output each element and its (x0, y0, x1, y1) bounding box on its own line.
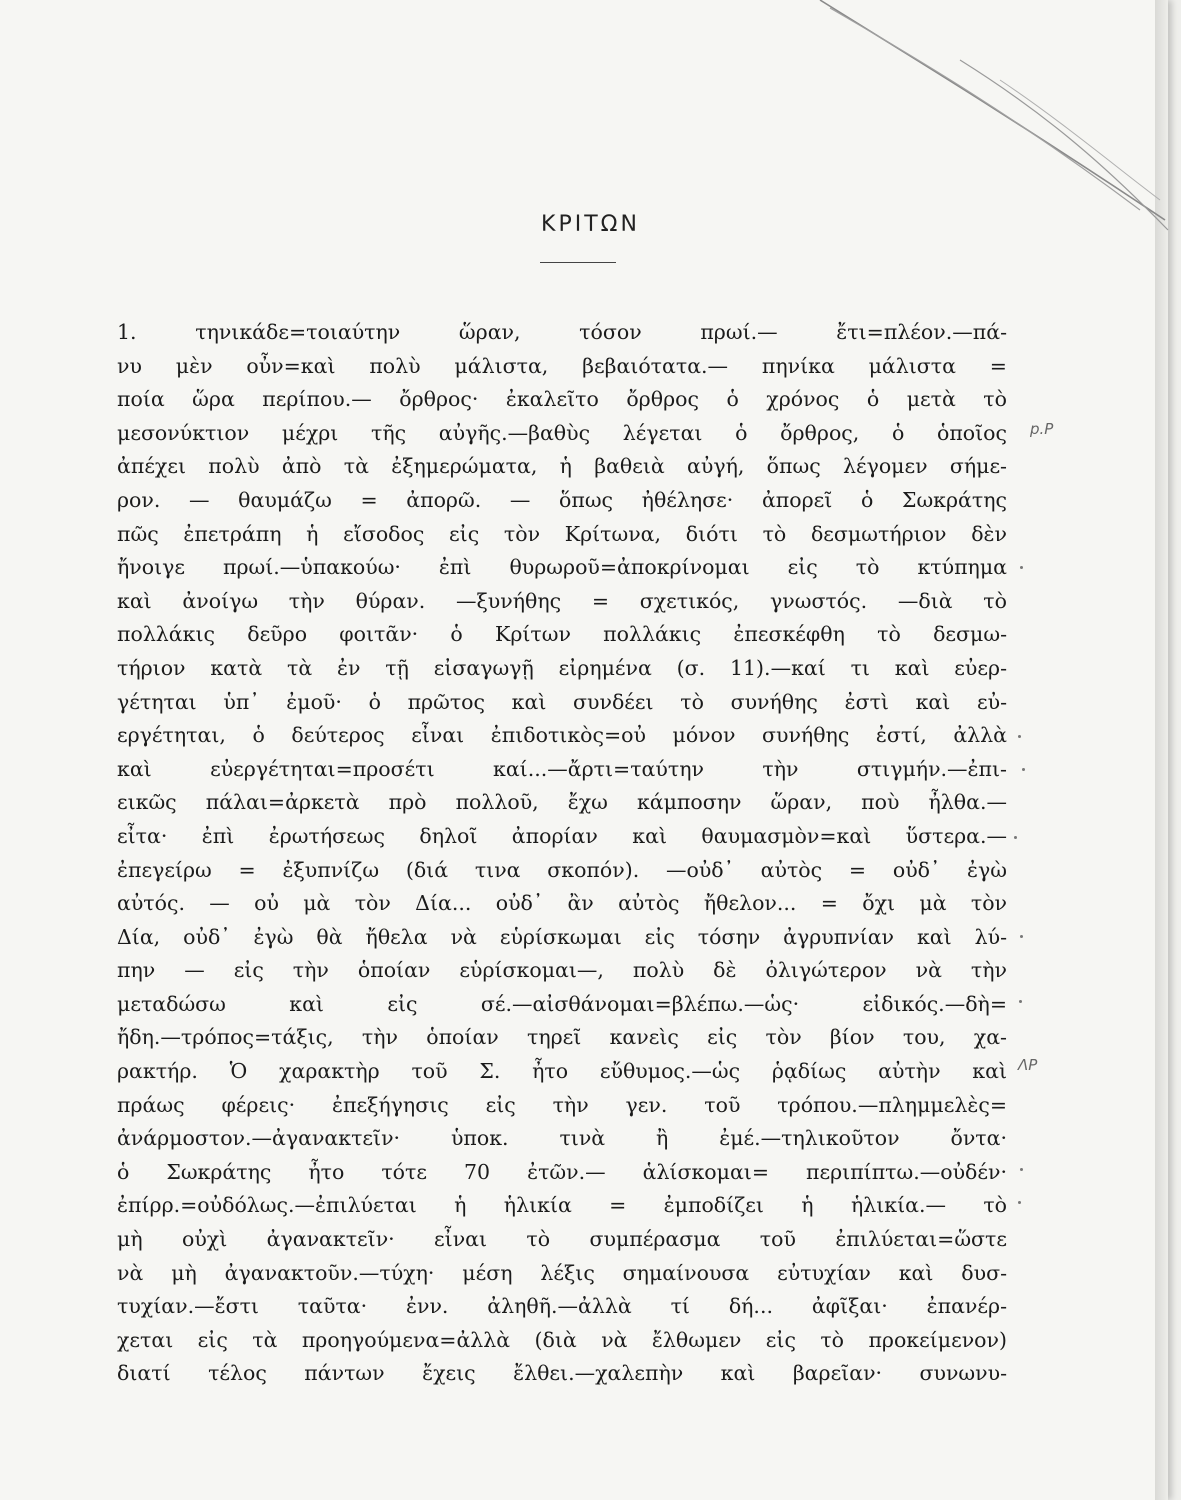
text-line: νὰ μὴ ἀγανακτοῦν.—τύχη· μέση λέξις σημαίνουσα εὐτυχίαν καὶ δυσ- (117, 1260, 1007, 1285)
text-line: ἤνοιγε πρωί.—ὑπακούω· ἐπὶ θυρωροῦ=ἀποκρίνομαι εἰς τὸ κτύπημα (117, 555, 1007, 580)
margin-dot (1022, 768, 1025, 771)
text-line: γέτηται ὑπ᾽ ἐμοῦ· ὁ πρῶτος καὶ συνδέει τὸ συνήθης ἐστὶ καὶ εὐ- (117, 689, 1007, 714)
text-line: τήριον κατὰ τὰ ἐν τῇ εἰσαγωγῇ εἰρημένα (σ. 11).—καί τι καὶ εὐερ- (117, 655, 1007, 680)
text-line: ἀπέχει πολὺ ἀπὸ τὰ ἐξημερώματα, ἡ βαθειὰ αὐγή, ὅπως λέγομεν σήμε- (117, 454, 1007, 479)
page-title: ΚΡΙΤΩΝ (541, 212, 640, 237)
margin-dot (1018, 735, 1021, 738)
margin-dot (1020, 1168, 1023, 1171)
text-line: αὐτός. — οὐ μὰ τὸν Δία... οὐδ᾽ ἂν αὐτὸς ἤθελον... = ὄχι μὰ τὸν (117, 891, 1007, 916)
text-line: πῶς ἐπετράπη ἡ εἴσοδος εἰς τὸν Κρίτωνα, διότι τὸ δεσμωτήριον δὲν (117, 521, 1007, 546)
text-line: ρον. — θαυμάζω = ἀπορῶ. — ὅπως ἠθέλησε· ἀπορεῖ ὁ Σωκράτης (117, 487, 1007, 512)
text-line: χεται εἰς τὰ προηγούμενα=ἀλλὰ (διὰ νὰ ἔλθωμεν εἰς τὸ προκείμενον) (117, 1327, 1007, 1352)
margin-dot (1014, 836, 1017, 839)
text-line: διατί τέλος πάντων ἔχεις ἔλθει.—χαλεπὴν καὶ βαρεῖαν· συνωνυ- (117, 1361, 1007, 1386)
text-line: Δία, οὐδ᾽ ἐγὼ θὰ ἤθελα νὰ εὑρίσκωμαι εἰς τόσην ἀγρυπνίαν καὶ λύ- (117, 924, 1007, 949)
text-line: ἐπίρρ.=οὐδόλως.—ἐπιλύεται ἡ ἡλικία = ἐμποδίζει ἡ ἡλικία.— τὸ (117, 1193, 1007, 1218)
commentary-text (117, 316, 1007, 1391)
text-line: ἤδη.—τρόπος=τάξις, τὴν ὁποίαν τηρεῖ κανεὶς εἰς τὸν βίον του, χα- (117, 1025, 1007, 1050)
text-line: ποία ὥρα περίπου.— ὄρθρος· ἐκαλεῖτο ὄρθρος ὁ χρόνος ὁ μετὰ τὸ (117, 387, 1007, 412)
text-line: τυχίαν.—ἔστι ταῦτα· ἐνν. ἀληθῆ.—ἀλλὰ τί δή... ἀφῖξαι· ἐπανέρ- (117, 1294, 1007, 1319)
text-line: εικῶς πάλαι=ἀρκετὰ πρὸ πολλοῦ, ἔχω κάμποσην ὥραν, ποὺ ἦλθα.— (117, 790, 1007, 815)
margin-dot (1018, 1201, 1021, 1204)
text-line: ὁ Σωκράτης ἦτο τότε 70 ἐτῶν.— ἁλίσκομαι= περιπίπτω.—οὐδέν· (117, 1159, 1007, 1184)
pencil-scratch-icon (0, 0, 1181, 300)
margin-note: p.P (1030, 420, 1054, 438)
text-line: ἀνάρμοστον.—ἀγανακτεῖν· ὑποκ. τινὰ ἢ ἐμέ.—τηλικοῦτον ὄντα· (117, 1126, 1007, 1151)
text-line: πολλάκις δεῦρο φοιτᾶν· ὁ Κρίτων πολλάκις ἐπεσκέφθη τὸ δεσμω- (117, 622, 1007, 647)
margin-dot (1019, 1000, 1022, 1003)
text-line: εἶτα· ἐπὶ ἐρωτήσεως δηλοῖ ἀπορίαν καὶ θαυμασμὸν=καὶ ὕστερα.— (117, 823, 1007, 848)
text-line: καὶ ἀνοίγω τὴν θύραν. —ξυνήθης = σχετικός, γνωστός. —διὰ τὸ (117, 588, 1007, 613)
text-line: μεταδώσω καὶ εἰς σέ.—αἰσθάνομαι=βλέπω.—ὡς· εἰδικός.—δὴ= (117, 991, 1007, 1016)
text-line: ἐπεγείρω = ἐξυπνίζω (διά τινα σκοπόν). —οὐδ᾽ αὐτὸς = οὐδ᾽ ἐγὼ (117, 857, 1007, 882)
text-line: ρακτήρ. Ὁ χαρακτὴρ τοῦ Σ. ἦτο εὔθυμος.—ὡς ῥᾳδίως αὐτὴν καὶ (117, 1059, 1007, 1084)
title-underline (540, 262, 616, 263)
margin-dot (1020, 566, 1023, 569)
text-line: 1. τηνικάδε=τοιαύτην ὥραν, τόσον πρωί.— ἔτι=πλέον.—πά- (117, 320, 1007, 344)
text-line: νυ μὲν οὖν=καὶ πολὺ μάλιστα, βεβαιότατα.— πηνίκα μάλιστα = (117, 353, 1007, 378)
text-line: μεσονύκτιον μέχρι τῆς αὐγῆς.—βαθὺς λέγεται ὁ ὄρθρος, ὁ ὁποῖος (117, 420, 1007, 445)
text-line: εργέτηται, ὁ δεύτερος εἶναι ἐπιδοτικὸς=οὐ μόνον συνήθης ἐστί, ἀλλὰ (117, 723, 1007, 748)
text-line: πράως φέρεις· ἐπεξήγησις εἰς τὴν γεν. τοῦ τρόπου.—πλημμελὲς= (117, 1092, 1007, 1117)
text-line: πην — εἰς τὴν ὁποίαν εὑρίσκομαι—, πολὺ δὲ ὀλιγώτερον νὰ τὴν (117, 958, 1007, 983)
margin-note: ΛP (1018, 1056, 1038, 1074)
text-line: μὴ οὐχὶ ἀγανακτεῖν· εἶναι τὸ συμπέρασμα τοῦ ἐπιλύεται=ὥστε (117, 1227, 1007, 1252)
margin-dot (1020, 935, 1023, 938)
text-line: καὶ εὐεργέτηται=προσέτι καί...—ἄρτι=ταύτην τὴν στιγμήν.—ἐπι- (117, 756, 1007, 781)
